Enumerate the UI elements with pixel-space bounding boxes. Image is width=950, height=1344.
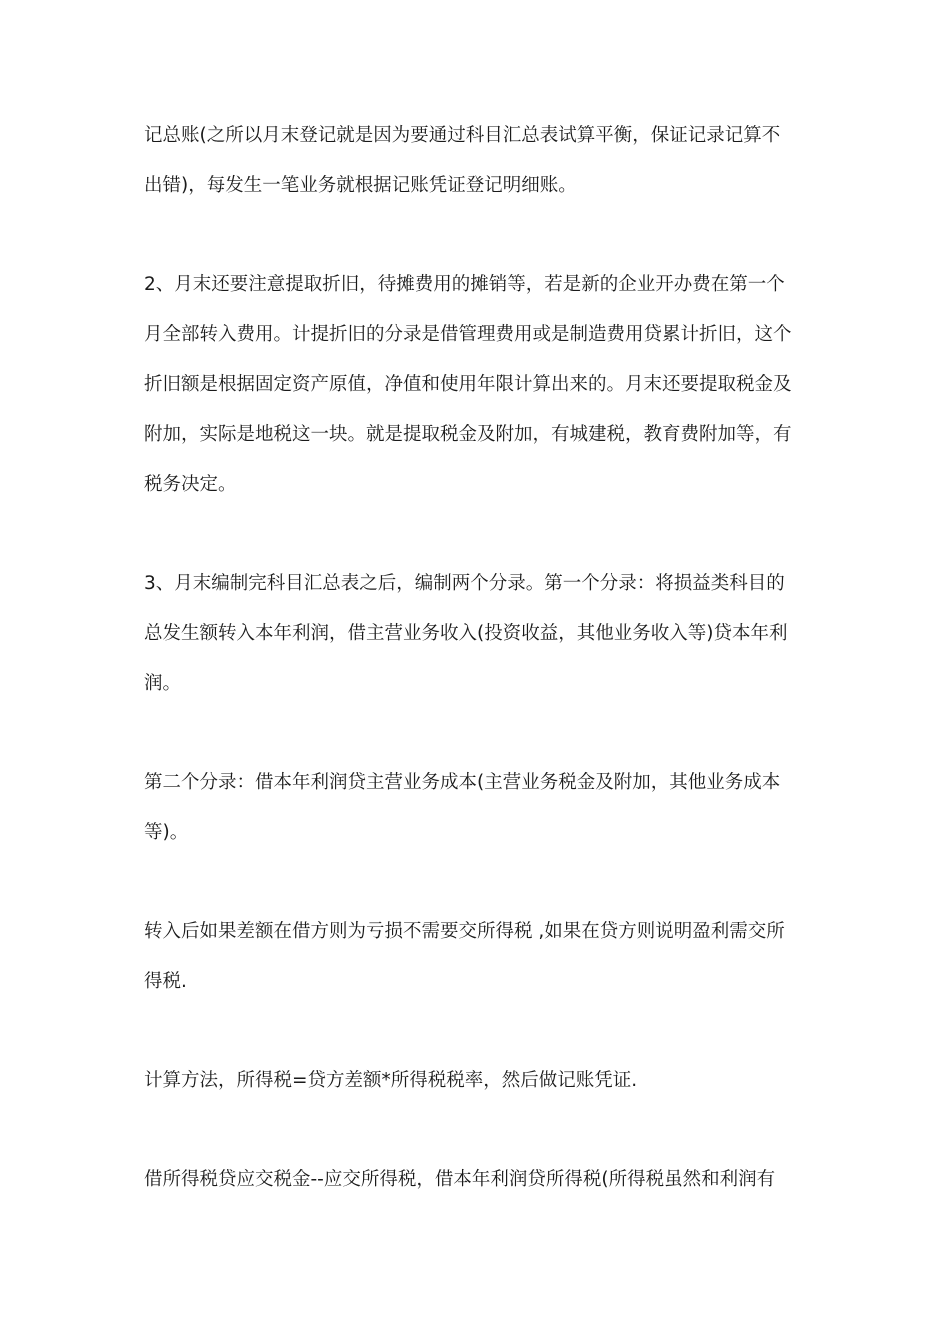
text-line: 税务决定。 <box>144 474 237 495</box>
text-line: 记总账(之所以月末登记就是因为要通过科目汇总表试算平衡，保证记录记算不 <box>144 125 781 146</box>
text-line: 转入后如果差额在借方则为亏损不需要交所得税 ,如果在贷方则说明盈利需交所 <box>144 921 785 942</box>
text-line: 借所得税贷应交税金--应交所得税，借本年利润贷所得税(所得税虽然和利润有 <box>144 1169 776 1190</box>
text-line: 3、月末编制完科目汇总表之后，编制两个分录。第一个分录：将损益类科目的 <box>144 573 785 594</box>
text-line: 附加，实际是地税这一块。就是提取税金及附加，有城建税，教育费附加等，有 <box>144 424 792 445</box>
text-line: 计算方法，所得税=贷方差额*所得税税率，然后做记账凭证. <box>144 1070 638 1091</box>
text-line: 出错)，每发生一笔业务就根据记账凭证登记明细账。 <box>144 175 577 196</box>
text-line: 月全部转入费用。计提折旧的分录是借管理费用或是制造费用贷累计折旧，这个 <box>144 324 792 345</box>
text-line: 润。 <box>144 673 182 694</box>
text-line: 2、月末还要注意提取折旧，待摊费用的摊销等，若是新的企业开办费在第一个 <box>144 274 785 295</box>
text-line: 折旧额是根据固定资产原值，净值和使用年限计算出来的。月末还要提取税金及 <box>144 374 792 395</box>
text-line: 等)。 <box>144 822 189 843</box>
text-line: 第二个分录：借本年利润贷主营业务成本(主营业务税金及附加，其他业务成本 <box>144 772 781 793</box>
text-line: 总发生额转入本年利润，借主营业务收入(投资收益，其他业务收入等)贷本年利 <box>144 623 788 644</box>
text-line: 得税. <box>144 971 187 992</box>
